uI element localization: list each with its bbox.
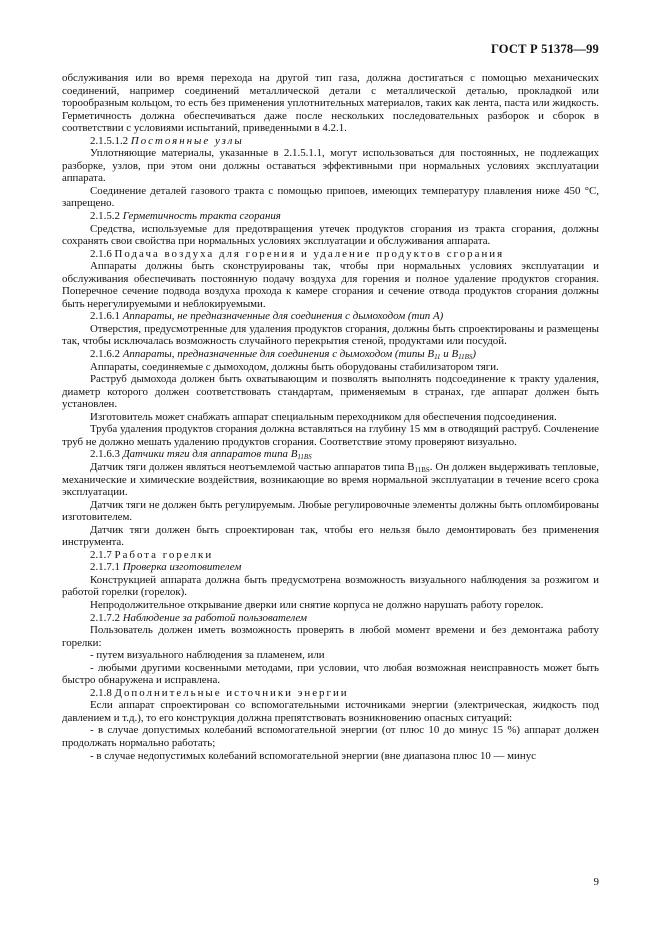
list-item: - любыми другими косвенными методами, при условии, что любая возможная неисправность может быть быстро обнаружена и исправлена. bbox=[62, 661, 599, 687]
section-number: 2.1.7 bbox=[90, 548, 112, 561]
paragraph bbox=[62, 461, 599, 499]
section-title: Постоянные узлы bbox=[130, 134, 244, 147]
section-heading bbox=[62, 612, 599, 625]
section-number: 2.1.5.2 bbox=[90, 210, 120, 223]
paragraph: Отверстия, предусмотренные для удаления продуктов сгорания, должны быть спроектированы и размещены так, чтобы исключалась возможность случайного перекрытия стеной, продуктами или посудой. bbox=[62, 322, 599, 348]
section-heading bbox=[62, 348, 599, 361]
section-heading bbox=[62, 687, 599, 700]
section-number: 2.1.8 bbox=[90, 686, 112, 699]
title-part: и B bbox=[440, 348, 459, 361]
section-title: Проверка изготовителем bbox=[122, 561, 242, 574]
text-part: Датчик тяги должен являться неотъемлемой частью аппаратов типа B bbox=[90, 460, 415, 473]
section-title: Подача воздуха для горения и удаление продуктов сгорания bbox=[114, 247, 505, 260]
subscript: 11BS bbox=[297, 453, 312, 462]
paragraph: Изготовитель может снабжать аппарат специальным переходником для обеспечения подсоединения. bbox=[90, 410, 557, 423]
paragraph: Соединение деталей газового тракта с помощью припоев, имеющих температуру плавления ниже 450 °С, запрещено. bbox=[62, 184, 599, 210]
paragraph: Датчик тяги не должен быть регулируемым. Любые регулировочные элементы должны быть опломбированы изготовителем. bbox=[62, 498, 599, 524]
section-number: 2.1.7.1 bbox=[90, 561, 120, 574]
paragraph: Если аппарат спроектирован со вспомогательными источниками энергии (электрическая, жидкость под давлением и т.д.), то его конструкция должна препятствовать возникновению опасных ситуаций: bbox=[62, 699, 599, 724]
subscript: 11BS bbox=[414, 465, 430, 474]
section-heading bbox=[62, 248, 599, 261]
section-number: 2.1.7.2 bbox=[90, 611, 120, 624]
paragraph: Труба удаления продуктов сгорания должна вставляться на глубину 15 мм в отводящий раструб. Сочленение труб не должно мешать удалению продуктов сгорания. Соответствие этому проверяют визуально. bbox=[62, 423, 599, 448]
paragraph: Непродолжительное открывание дверки или снятие корпуса не должно нарушать работу горелок. bbox=[90, 598, 544, 611]
list-item: - в случае недопустимых колебаний вспомогательной энергии (вне диапазона плюс 10 — минус bbox=[90, 749, 536, 762]
section-title bbox=[123, 348, 476, 360]
page-number: 9 bbox=[593, 876, 599, 888]
section-title bbox=[123, 448, 312, 460]
paragraph: Раструб дымохода должен быть охватывающим и позволять выполнять подсоединение к тракту удаления, диаметр которого должен соответствовать стандартам, применяемым в странах, где аппарат должен быть установлен. bbox=[62, 373, 599, 411]
paragraph: Пользователь должен иметь возможность проверять в любой момент времени и без демонтажа работу горелки: bbox=[62, 624, 599, 649]
section-number: 2.1.6.1 bbox=[90, 310, 120, 323]
text-part: . Он должен выдерживать тепловые, механические и химические воздействия, возникающие во время нормальной эксплуатации в течение всего срока эксплуатации. bbox=[62, 460, 599, 499]
section-heading bbox=[62, 561, 599, 574]
subscript: 11BS bbox=[458, 353, 473, 362]
section-title: Герметичность тракта сгорания bbox=[122, 210, 281, 223]
section-number: 2.1.5.1.2 bbox=[90, 134, 129, 147]
paragraph: Средства, используемые для предотвращения утечек продуктов сгорания из тракта сгорания, должны сохранять свои свойства при нормальных условиях эксплуатации и обслуживания аппарата. bbox=[62, 222, 599, 248]
paragraph: Аппараты должны быть сконструированы так, чтобы при нормальных условиях эксплуатации и обслуживания обеспечивать постоянную подачу воздуха для горения и полное удаление продуктов сгорания. Поперечное сечение подвода воздуха прохода к камере сгорания и сечение отвода продуктов сгорания должны быть нерегулируемыми и неблокируемыми. bbox=[62, 260, 599, 310]
section-title: Работа горелки bbox=[114, 548, 214, 561]
paragraph: Датчик тяги должен быть спроектирован так, чтобы его нельзя было демонтировать без применения инструмента. bbox=[62, 523, 599, 549]
section-number: 2.1.6.2 bbox=[90, 348, 120, 361]
subscript: 11 bbox=[434, 353, 441, 362]
title-part: ) bbox=[472, 348, 476, 361]
section-heading bbox=[62, 448, 599, 461]
paragraph: Аппараты, соединяемые с дымоходом, должны быть оборудованы стабилизатором тяги. bbox=[90, 360, 499, 373]
paragraph: Уплотняющие материалы, указанные в 2.1.5.1.1, могут использоваться для постоянных, не подлежащих разборке, узлов, при этом они должны оставаться эффективными при нормальных условиях эксплуатации аппарата. bbox=[62, 147, 599, 185]
list-item: - путем визуального наблюдения за пламенем, или bbox=[90, 649, 325, 662]
title-part: Аппараты, предназначенные для соединения с дымоходом (типы B bbox=[122, 348, 435, 361]
section-heading bbox=[62, 210, 599, 223]
section-heading bbox=[62, 135, 599, 148]
title-part: Датчики тяги для аппаратов типа B bbox=[122, 448, 298, 461]
section-number: 2.1.6.3 bbox=[90, 448, 120, 461]
standard-code-header: ГОСТ Р 51378—99 bbox=[490, 42, 599, 56]
section-heading bbox=[62, 549, 599, 562]
section-heading bbox=[62, 310, 599, 323]
paragraph: Конструкцией аппарата должна быть предусмотрена возможность визуального наблюдения за розжигом и работой горелки (горелок). bbox=[62, 573, 599, 599]
section-title: Аппараты, не предназначенные для соединения с дымоходом (тип А) bbox=[122, 310, 444, 323]
body-text bbox=[62, 72, 599, 762]
section-title: Дополнительные источники энергии bbox=[114, 686, 349, 699]
section-number: 2.1.6 bbox=[90, 247, 112, 260]
paragraph: обслуживания или во время перехода на другой тип газа, должна достигаться с помощью механических соединений, например соединений металлической детали с металлической деталью, прокладкой или торообразным кольцом, то есть без применения уплотнительных материалов, таких как лента, паста или жидкость. Герметичность должна обеспечиваться даже после нескольких последовательных разборок и сборок в соответствии с условиями испытаний, приведенными в 4.2.1. bbox=[62, 72, 599, 135]
list-item: - в случае допустимых колебаний вспомогательной энергии (от плюс 10 до минус 15 %) аппарат должен продолжать нормально работать; bbox=[62, 724, 599, 749]
section-title: Наблюдение за работой пользователем bbox=[122, 611, 308, 624]
